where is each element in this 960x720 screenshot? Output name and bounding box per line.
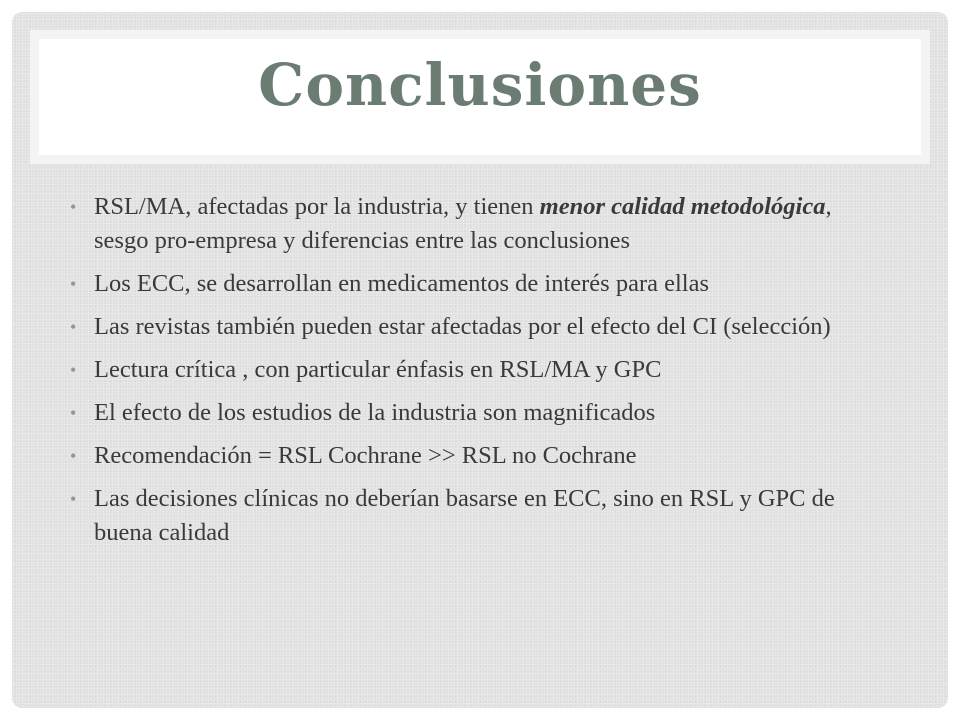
bullet-text-7: Las decisiones clínicas no deberían basarse en ECC, sino en RSL y GPC de buena calidad [94,485,835,546]
bullet-icon: • [70,489,77,509]
bullet-item-6 [70,439,890,473]
bullet-text-5: El efecto de los estudios de la industria son magnificados [94,399,656,426]
bullet-item-2 [70,267,890,301]
bullet-icon: • [70,403,77,423]
title-panel [39,39,921,155]
bullet-text-1-emphasis: menor calidad metodológica [539,193,826,220]
bullet-item-7 [70,482,890,550]
bullet-text-3: Las revistas también pueden estar afectadas por el efecto del CI (selección) [94,313,831,340]
bullet-icon: • [70,446,77,466]
bullet-text-6: Recomendación = RSL Cochrane >> RSL no Cochrane [94,442,637,469]
bullet-text-1a: RSL/MA, afectadas por la industria, y tienen [94,193,540,220]
slide [12,12,948,708]
bullet-text-2: Los ECC, se desarrollan en medicamentos de interés para ellas [94,270,710,297]
bullet-icon: • [70,274,77,294]
slide-title: Conclusiones [258,51,702,119]
bullet-item-4 [70,353,890,387]
bullet-list [70,190,890,559]
bullet-icon: • [70,197,77,217]
bullet-text-4: Lectura crítica , con particular énfasis en RSL/MA y GPC [94,356,662,383]
bullet-icon: • [70,317,77,337]
bullet-item-1 [70,190,890,258]
bullet-text-1b: , sesgo pro-empresa y diferencias entre las conclusiones [94,193,832,254]
title-frame [30,30,930,164]
bullet-icon: • [70,360,77,380]
bullet-item-3 [70,310,890,344]
bullet-item-5 [70,396,890,430]
